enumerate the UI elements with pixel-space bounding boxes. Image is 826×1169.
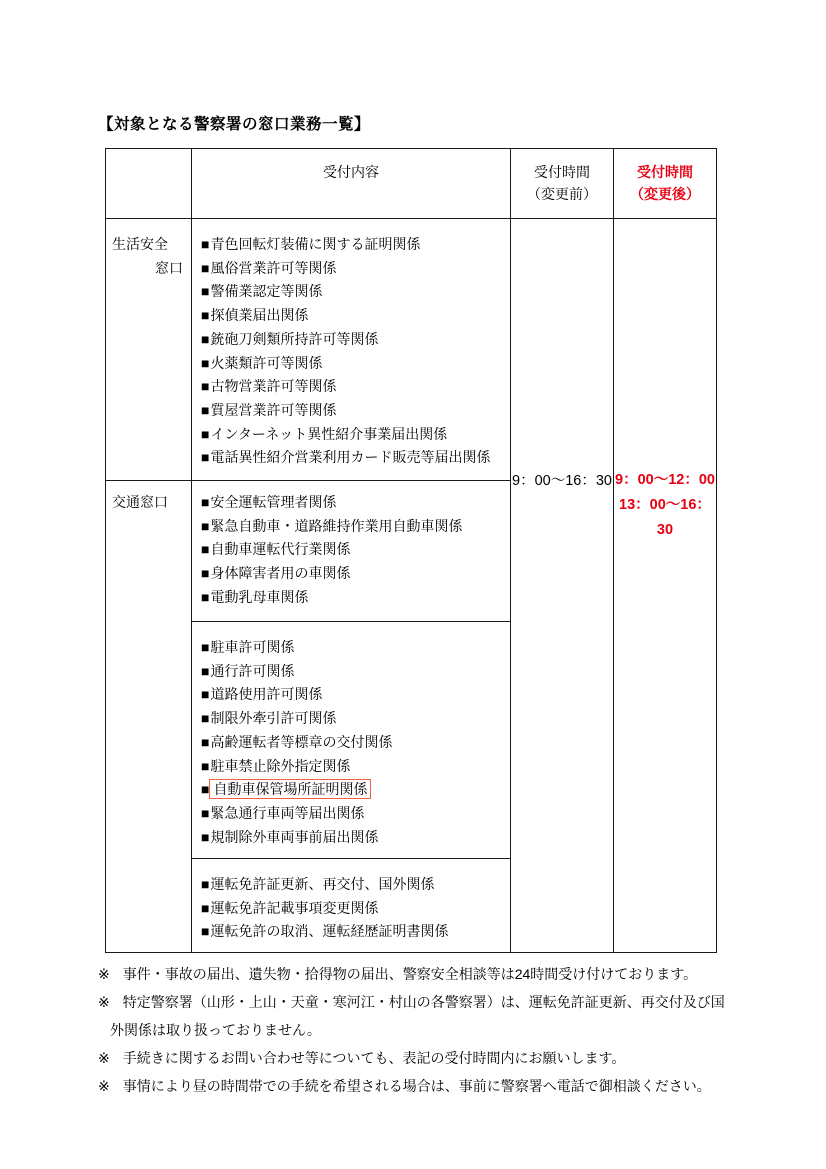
footnote-text: 事情により昼の時間帯での手続を希望される場合は、事前に警察署へ電話で御相談ください。 — [122, 1078, 711, 1094]
service-item — [201, 399, 510, 423]
service-item-label: 運転免許記載事項変更関係 — [210, 899, 379, 916]
square-bullet-icon: ■ — [201, 259, 210, 276]
service-item-label: 道路使用許可関係 — [210, 686, 323, 703]
service-item-label: 運転免許の取消、運転経歴証明書関係 — [210, 923, 449, 940]
service-item-label: 銃砲刀剣類所持許可等関係 — [210, 330, 379, 347]
time-after-value-line1: 9：00～12：00 — [615, 472, 715, 488]
service-item-label: 探偵業届出関係 — [210, 307, 309, 324]
time-after-value-line2: 13：00～16：30 — [619, 496, 711, 538]
service-item — [201, 586, 510, 610]
footnote-text: 事件・事故の届出、遺失物・拾得物の届出、警察安全相談等は24時間受け付けております。 — [122, 966, 698, 982]
service-item — [201, 491, 510, 515]
service-item-label: 質屋営業許可等関係 — [210, 401, 337, 418]
square-bullet-icon: ■ — [201, 710, 210, 727]
square-bullet-icon: ■ — [201, 401, 210, 418]
square-bullet-icon: ■ — [201, 588, 210, 605]
square-bullet-icon: ■ — [201, 662, 210, 679]
square-bullet-icon: ■ — [201, 449, 210, 466]
highlighted-service-item-label: 自動車保管場所証明関係 — [209, 779, 371, 799]
square-bullet-icon: ■ — [201, 354, 210, 371]
header-content-text: 受付内容 — [323, 164, 379, 180]
service-item-label: 電動乳母車関係 — [210, 588, 309, 605]
service-item-label: 運転免許証更新、再交付、国外関係 — [210, 876, 435, 892]
service-item — [201, 660, 510, 684]
square-bullet-icon: ■ — [201, 494, 210, 510]
service-item — [201, 920, 510, 944]
header-time-after-line1: 受付時間 — [637, 164, 693, 180]
square-bullet-icon: ■ — [201, 517, 210, 534]
footnote — [98, 1072, 738, 1100]
reference-mark-icon: ※ — [98, 1078, 110, 1094]
service-item-label: 駐車許可関係 — [210, 639, 295, 655]
square-bullet-icon: ■ — [201, 899, 210, 916]
square-bullet-icon: ■ — [201, 378, 210, 395]
service-item — [201, 802, 510, 826]
service-item — [201, 375, 510, 399]
service-item — [201, 755, 510, 779]
service-item-label: 古物営業許可等関係 — [210, 378, 337, 395]
time-before-cell — [511, 219, 614, 952]
square-bullet-icon: ■ — [201, 923, 210, 940]
service-item — [201, 826, 510, 850]
service-item — [201, 636, 510, 660]
service-item — [201, 352, 510, 376]
square-bullet-icon: ■ — [201, 876, 210, 892]
service-item — [201, 446, 510, 470]
service-item-label: 電話異性紹介営業利用カード販売等届出関係 — [210, 449, 491, 466]
square-bullet-icon: ■ — [201, 283, 210, 300]
service-item — [201, 280, 510, 304]
header-time-before-line2: （変更前） — [527, 186, 597, 202]
header-content-label — [192, 149, 511, 219]
service-items-seikatsu — [192, 219, 511, 481]
service-item — [201, 873, 510, 897]
service-item-label: 警備業認定等関係 — [210, 283, 323, 300]
service-item-label: 身体障害者用の車関係 — [210, 565, 351, 582]
footnote — [98, 1044, 738, 1072]
service-item — [201, 423, 510, 447]
service-item — [201, 257, 510, 281]
section-label-seikatsu-anzen — [106, 219, 192, 481]
footnotes — [98, 960, 738, 1100]
service-item-label: 青色回転灯装備に関する証明関係 — [210, 236, 421, 252]
square-bullet-icon: ■ — [201, 828, 210, 845]
square-bullet-icon: ■ — [201, 639, 210, 655]
services-table — [105, 148, 717, 953]
square-bullet-icon: ■ — [201, 541, 210, 558]
service-item-label: インターネット異性紹介事業届出関係 — [210, 425, 448, 442]
service-item-label: 風俗営業許可等関係 — [210, 259, 337, 276]
footnote-text: 手続きに関するお問い合わせ等についても、表記の受付時間内にお願いします。 — [122, 1050, 626, 1066]
section-label-line1: 生活安全 — [112, 236, 168, 252]
service-item — [201, 683, 510, 707]
footnote — [98, 988, 738, 1044]
service-item-label: 緊急自動車・道路維持作業用自動車関係 — [210, 517, 463, 534]
square-bullet-icon: ■ — [201, 781, 210, 798]
service-item — [201, 897, 510, 921]
service-item-label: 火薬類許可等関係 — [210, 354, 323, 371]
square-bullet-icon: ■ — [201, 330, 210, 347]
header-time-after-label — [614, 149, 716, 219]
service-item-label: 駐車禁止除外指定関係 — [210, 757, 351, 774]
header-blank-cell — [106, 149, 192, 219]
square-bullet-icon: ■ — [201, 307, 210, 324]
footnote-text: 特定警察署（山形・上山・天童・寒河江・村山の各警察署）は、運転免許証更新、再交付及び国外関係は取り扱っておりません。 — [110, 994, 725, 1038]
page-title: 【対象となる警察署の窓口業務一覧】 — [98, 116, 371, 133]
reference-mark-icon: ※ — [98, 966, 110, 982]
service-items-koutsuu-group2 — [192, 622, 511, 859]
service-item — [201, 233, 510, 257]
service-items-koutsuu-group1 — [192, 481, 511, 622]
header-time-before-label — [511, 149, 614, 219]
service-item-label: 通行許可関係 — [210, 662, 295, 679]
square-bullet-icon: ■ — [201, 425, 210, 442]
service-item-label: 安全運転管理者関係 — [210, 494, 337, 510]
time-after-cell — [614, 219, 716, 952]
service-item — [201, 778, 510, 802]
service-item — [201, 562, 510, 586]
service-items-koutsuu-group3 — [192, 859, 511, 952]
section-label-line1: 交通窓口 — [112, 494, 168, 510]
header-time-after-line2: （変更後） — [630, 186, 700, 202]
service-item — [201, 731, 510, 755]
reference-mark-icon: ※ — [98, 1050, 110, 1066]
footnote — [98, 960, 738, 988]
square-bullet-icon: ■ — [201, 757, 210, 774]
service-item — [201, 707, 510, 731]
reference-mark-icon: ※ — [98, 994, 110, 1010]
square-bullet-icon: ■ — [201, 804, 210, 821]
service-item-label: 高齢運転者等標章の交付関係 — [210, 733, 393, 750]
service-item — [201, 304, 510, 328]
service-item — [201, 538, 510, 562]
service-item-label: 制限外牽引許可関係 — [210, 710, 337, 727]
square-bullet-icon: ■ — [201, 236, 210, 252]
service-item-label: 緊急通行車両等届出関係 — [210, 804, 365, 821]
time-before-value: 9：00～16：30 — [512, 473, 612, 489]
service-item — [201, 515, 510, 539]
square-bullet-icon: ■ — [201, 565, 210, 582]
service-item — [201, 328, 510, 352]
section-label-line2: 窓口 — [155, 259, 183, 276]
service-item-label: 規制除外車両事前届出関係 — [210, 828, 379, 845]
header-time-before-line1: 受付時間 — [534, 164, 590, 180]
square-bullet-icon: ■ — [201, 686, 210, 703]
section-label-koutsuu — [106, 481, 192, 952]
service-item-label: 自動車運転代行業関係 — [210, 541, 351, 558]
square-bullet-icon: ■ — [201, 733, 210, 750]
